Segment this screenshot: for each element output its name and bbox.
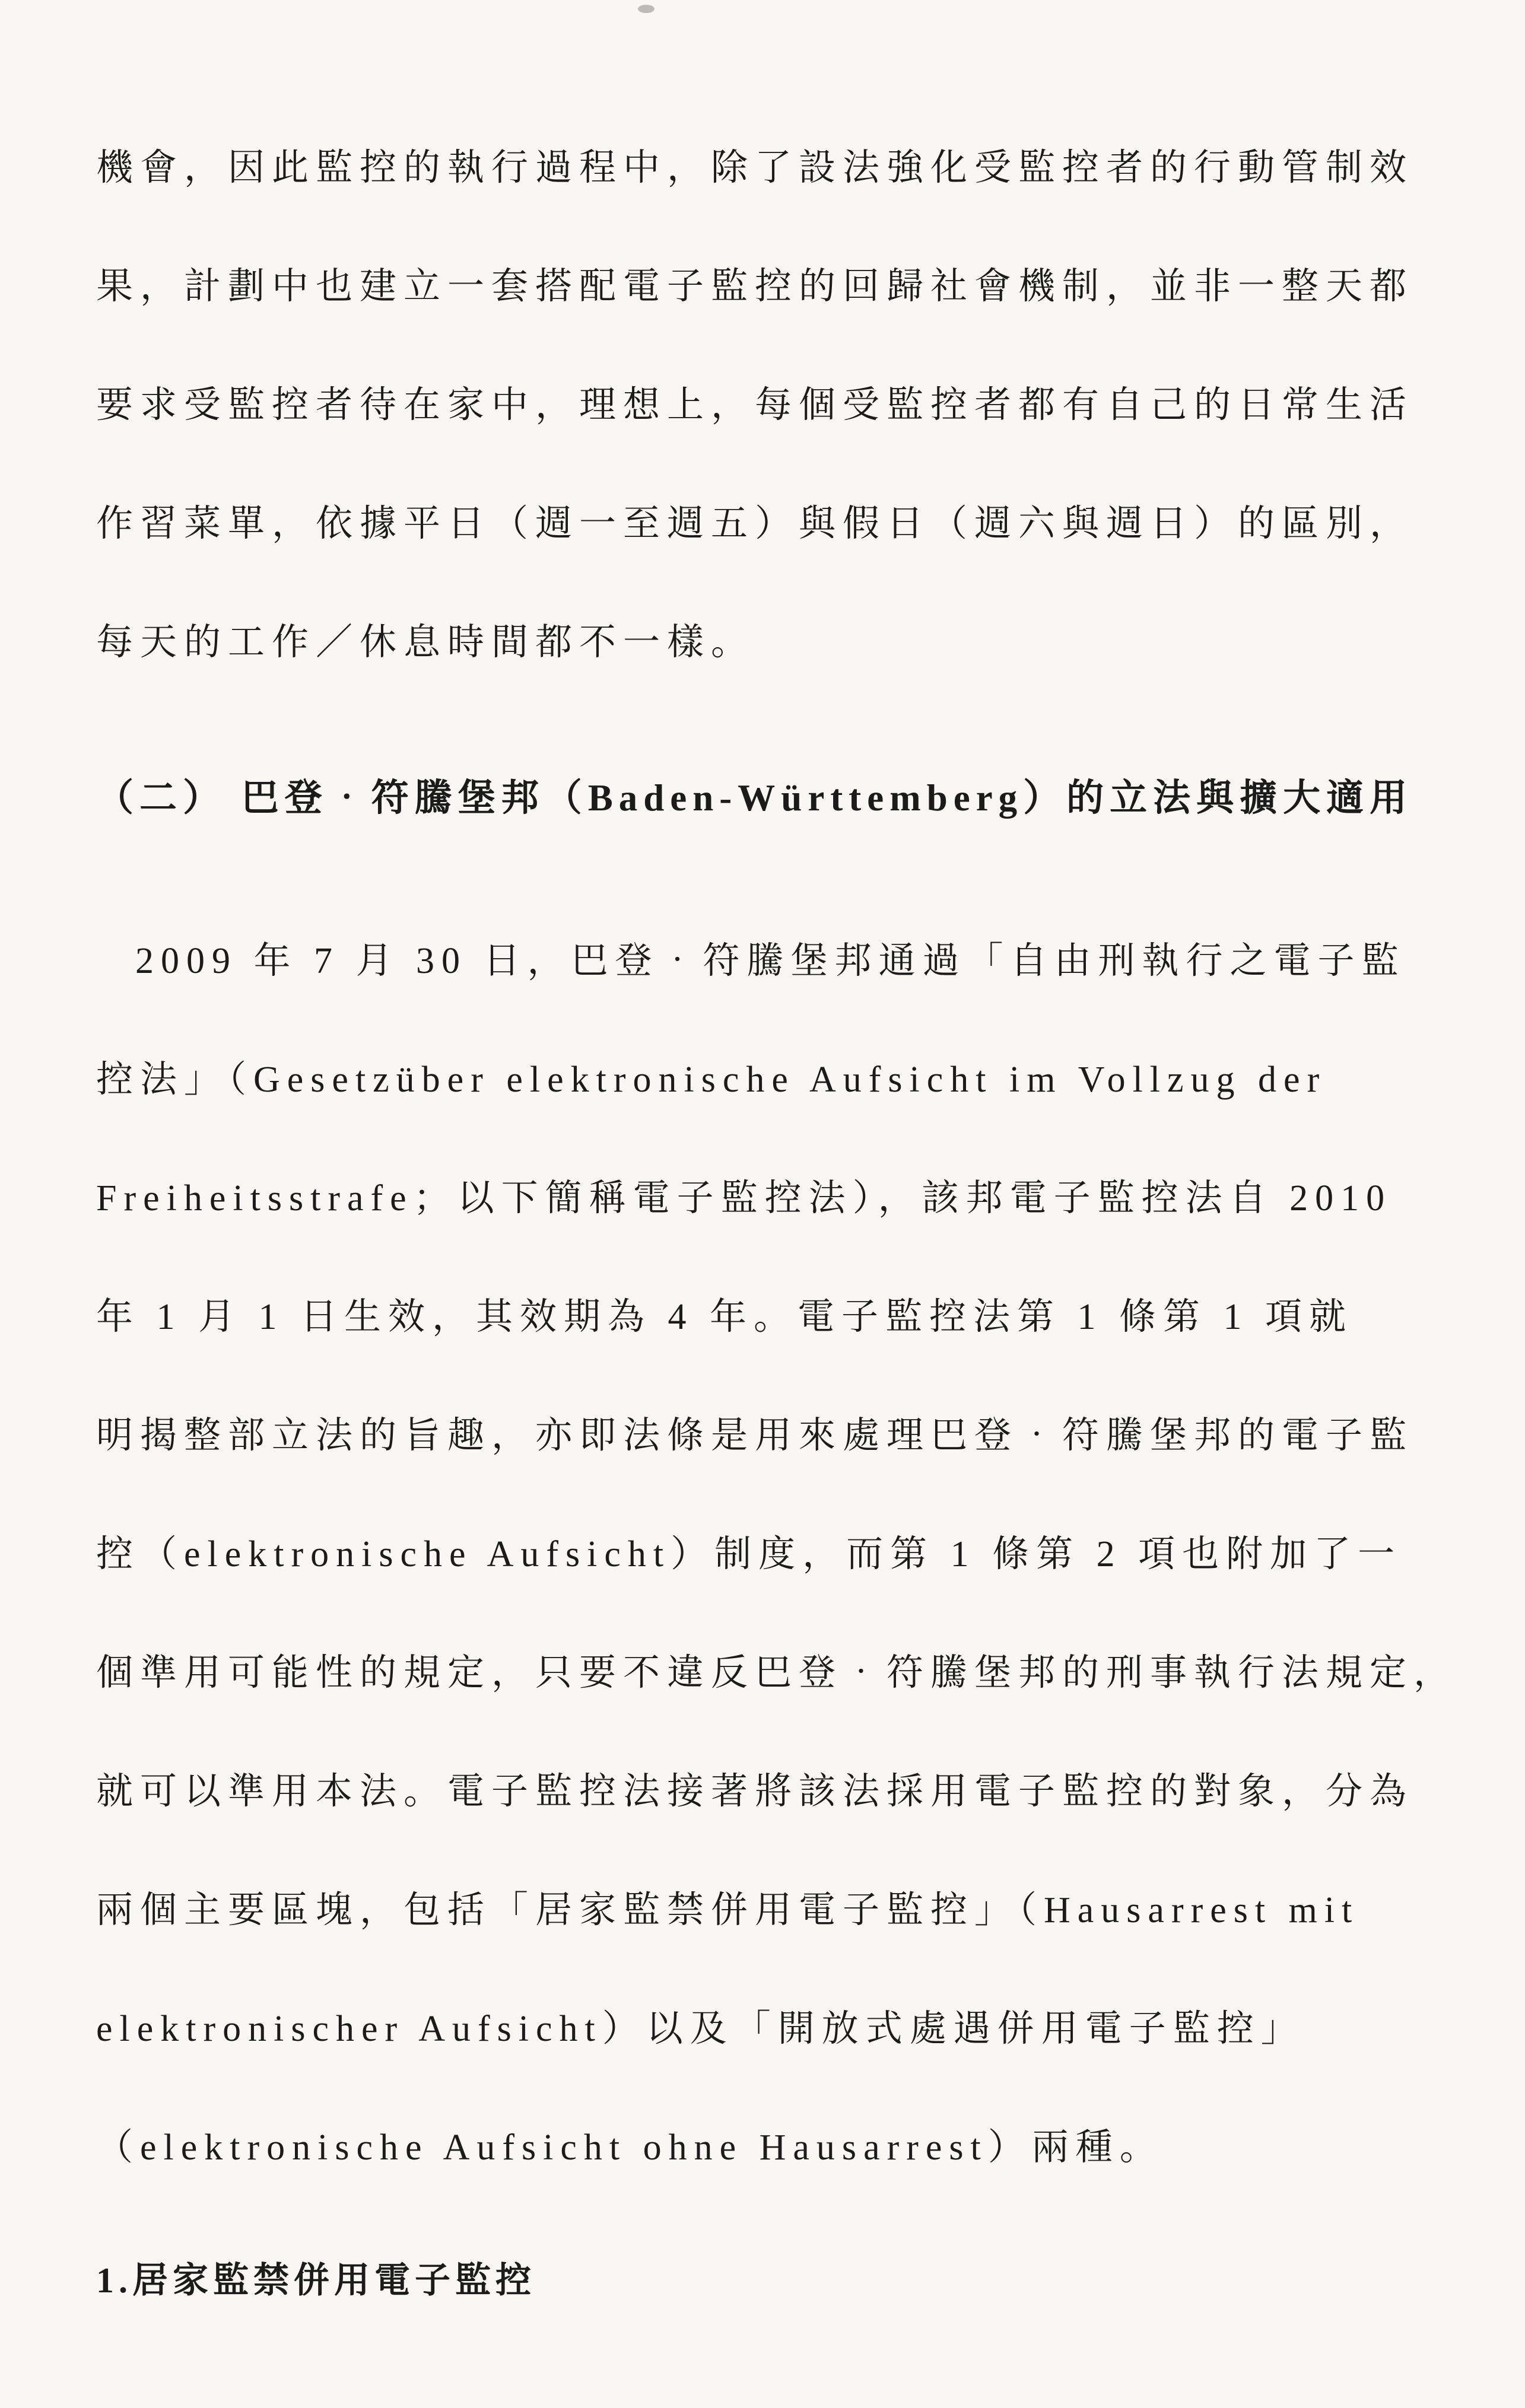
paragraph-2-line-4: 年 1 月 1 日生效，其效期為 4 年。電子監控法第 1 條第 1 項就 <box>96 1297 1354 1337</box>
paragraph-2-line-1: 2009 年 7 月 30 日，巴登‧符騰堡邦通過「自由刑執行之電子監 <box>135 941 1406 981</box>
paragraph-1-line-1: 機會，因此監控的執行過程中，除了設法強化受監控者的行動管制效 <box>96 148 1414 188</box>
paragraph-2 <box>96 902 1458 2207</box>
subsection-heading: 1.居家監禁併用電子監控 <box>96 2261 536 2300</box>
paragraph-2-line-9: 兩個主要區塊，包括「居家監禁併用電子監控」（Hausarrest mit <box>96 1890 1359 1930</box>
paragraph-2-line-8: 就可以準用本法。電子監控法接著將該法採用電子監控的對象，分為 <box>96 1771 1414 1812</box>
paragraph-1-line-2: 果，計劃中也建立一套搭配電子監控的回歸社會機制，並非一整天都 <box>96 266 1414 307</box>
paragraph-2-line-10: elektronischer Aufsicht）以及「開放式處遇併用電子監控」 <box>96 2009 1305 2049</box>
paragraph-2-line-7: 個準用可能性的規定，只要不違反巴登‧符騰堡邦的刑事執行法規定， <box>96 1653 1458 1693</box>
paragraph-1-line-3: 要求受監控者待在家中，理想上，每個受監控者都有自己的日常生活 <box>96 385 1414 425</box>
section-heading: （二） 巴登‧符騰堡邦（Baden-Württemberg）的立法與擴大適用 <box>96 777 1413 819</box>
paragraph-1-line-4: 作習菜單，依據平日（週一至週五）與假日（週六與週日）的區別， <box>96 504 1414 544</box>
paragraph-1-line-5: 每天的工作／休息時間都不一樣。 <box>96 622 755 663</box>
paragraph-2-line-2: 控法」（Gesetzüber elektronische Aufsicht im Vollzug der <box>96 1060 1327 1100</box>
paragraph-2-line-5: 明揭整部立法的旨趣，亦即法條是用來處理巴登‧符騰堡邦的電子監 <box>96 1415 1414 1456</box>
paragraph-2-line-11: （elektronische Aufsicht ohne Hausarrest）兩種。 <box>96 2127 1164 2168</box>
paragraph-2-line-6: 控（elektronische Aufsicht）制度，而第 1 條第 2 項也附加了一 <box>96 1534 1402 1574</box>
paragraph-2-line-3: Freiheitsstrafe；以下簡稱電子監控法），該邦電子監控法自 2010 <box>96 1178 1392 1219</box>
scan-artifact <box>638 5 655 13</box>
paragraph-1 <box>96 109 1425 702</box>
